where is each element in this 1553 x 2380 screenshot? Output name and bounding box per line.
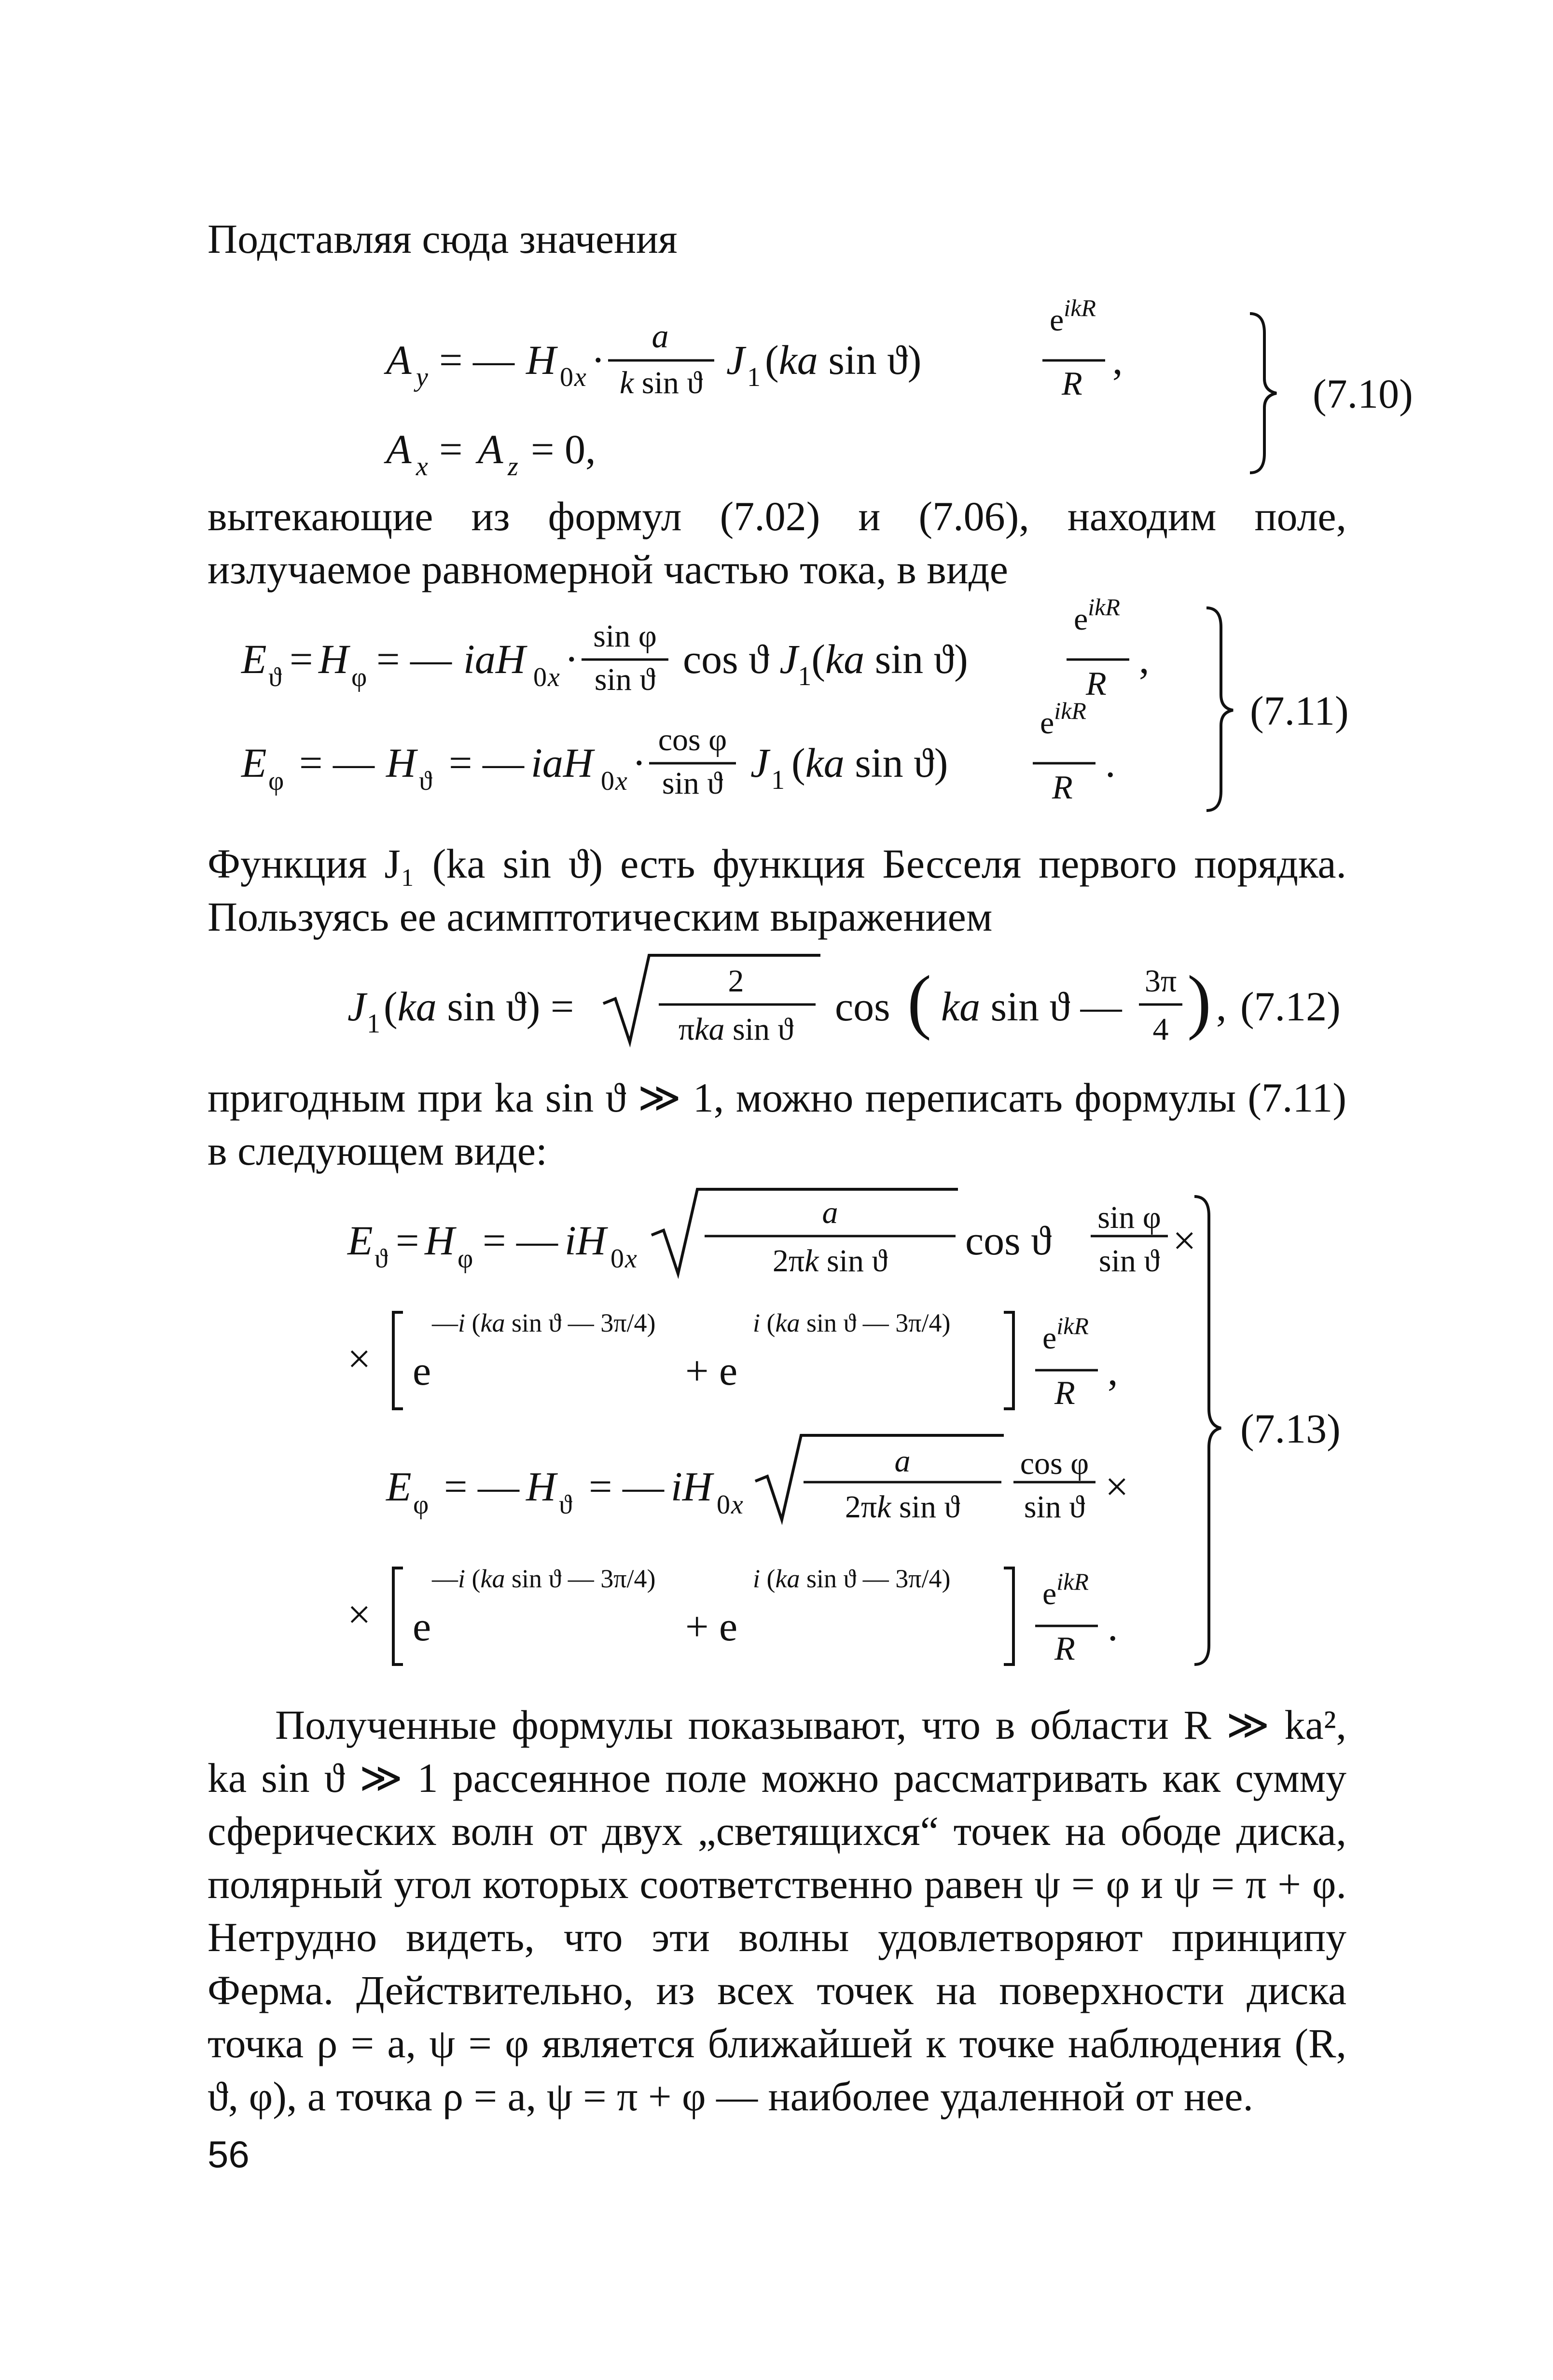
svg-text:iH: iH <box>671 1463 712 1510</box>
svg-text:i (ka sin ϑ — 3π/4): i (ka sin ϑ — 3π/4) <box>753 1308 951 1337</box>
svg-text:,: , <box>1112 337 1123 383</box>
equation-7-10 <box>0 270 1553 482</box>
svg-text:= —: = — <box>439 337 515 383</box>
svg-text:ka sin ϑ —: ka sin ϑ — <box>941 983 1122 1030</box>
svg-text:x: x <box>625 1244 637 1274</box>
svg-text:R: R <box>1052 769 1073 806</box>
svg-text:a: a <box>894 1444 911 1479</box>
svg-text:+ e: + e <box>685 1348 738 1394</box>
svg-text:A: A <box>386 337 412 383</box>
svg-text:cos: cos <box>835 983 890 1030</box>
svg-text:2: 2 <box>728 963 744 999</box>
svg-text:eikR: $e^{ikR}$ <box>1042 1312 1089 1356</box>
svg-text:= —: = — <box>444 1463 520 1510</box>
svg-text:= —: = — <box>483 1217 558 1264</box>
svg-text:H: H <box>425 1217 455 1264</box>
svg-text:,: , <box>1216 983 1227 1030</box>
svg-text:(ka sin ϑ): (ka sin ϑ) <box>765 337 922 383</box>
svg-text:+ e: + e <box>685 1603 738 1650</box>
svg-text:—i (ka sin ϑ — 3π/4): —i (ka sin ϑ — 3π/4) <box>432 1564 656 1593</box>
svg-text:φ: φ <box>268 766 284 796</box>
svg-text:×: × <box>1173 1217 1196 1264</box>
svg-text:E: E <box>386 1463 412 1510</box>
svg-text:sin ϑ: sin ϑ <box>594 662 656 697</box>
svg-text:J: J <box>347 983 366 1030</box>
svg-text:1: 1 <box>771 765 785 795</box>
svg-text:φ: φ <box>351 662 367 692</box>
svg-text:R: R <box>1054 1630 1075 1667</box>
svg-text:0: 0 <box>601 766 614 796</box>
svg-text:J: J <box>726 337 745 383</box>
paragraph-4: пригодным при ka sin ϑ ≫ 1, можно переписать формулы (7.11) в следующем виде: <box>208 1074 1346 1174</box>
eq-number-7-10: (7.10) <box>1313 371 1413 417</box>
svg-text:E: E <box>241 636 267 682</box>
svg-text:iaH: iaH <box>531 740 593 786</box>
svg-text:= —: = — <box>299 740 375 786</box>
paragraph-3: Функция J₁ (ka sin ϑ) есть функция Бесселя первого порядка. Пользуясь ее асимптотическим выражением <box>208 840 1346 940</box>
svg-text:eikR: $e^{ikR}$ <box>1050 294 1096 338</box>
paragraph-2: вытекающие из формул (7.02) и (7.06), находим поле, излучаемое равномерной частью тока, в виде <box>208 493 1346 592</box>
svg-text:sin φ: sin φ <box>593 619 657 654</box>
svg-text:×: × <box>1105 1463 1129 1510</box>
svg-text:—i (ka sin ϑ — 3π/4): —i (ka sin ϑ — 3π/4) <box>432 1308 656 1337</box>
svg-text:=: = <box>439 426 463 472</box>
svg-text:eikR: $e^{ikR}$ <box>1040 697 1086 741</box>
svg-text:R: R <box>1054 1375 1075 1412</box>
svg-text:sin ϑ: sin ϑ <box>662 766 723 801</box>
svg-text:·: · <box>565 636 579 682</box>
svg-text:0: 0 <box>560 362 573 392</box>
svg-text:.: . <box>1108 1603 1118 1650</box>
svg-text:H: H <box>319 636 349 682</box>
svg-text:,: , <box>1108 1348 1118 1394</box>
svg-text:H: H <box>526 1463 556 1510</box>
svg-text:= —: = — <box>376 636 452 682</box>
svg-text:×: × <box>347 1591 371 1637</box>
svg-text:cos φ: cos φ <box>1020 1446 1089 1481</box>
svg-text:0: 0 <box>717 1490 730 1520</box>
svg-text:sin φ: sin φ <box>1097 1200 1161 1235</box>
eq-number-7-11: (7.11) <box>1250 688 1349 734</box>
svg-text:sin ϑ: sin ϑ <box>1024 1489 1085 1525</box>
svg-text:x: x <box>548 662 560 692</box>
svg-text:cos ϑ: cos ϑ <box>965 1217 1052 1264</box>
svg-text:=: = <box>396 1217 419 1264</box>
svg-text:4: 4 <box>1152 1012 1169 1047</box>
svg-text:R: R <box>1062 365 1082 402</box>
svg-text:2πk sin ϑ: 2πk sin ϑ <box>772 1243 888 1279</box>
paragraph-5: Полученные формулы показывают, что в области R ≫ ka², ka sin ϑ ≫ 1 рассеянное поле можно рассматривать как сумму сферических волн от двух „светящихся“ точек на ободе диска, полярный угол которых соответственно равен ψ = φ и ψ = π + φ. Нетрудно видеть, что эти волны удовлетворяют принципу Ферма. Действительно, из всех точек на поверхности диска точка ρ = a, ψ = φ является ближайшей к точке наблюдения (R, ϑ, φ), а точка ρ = a, ψ = π + φ — наиболее удаленной от нее. <box>208 1702 1346 2119</box>
svg-text:H: H <box>386 740 416 786</box>
svg-text:x: x <box>731 1490 743 1520</box>
svg-text:3π: 3π <box>1144 963 1177 999</box>
svg-text:(ka sin ϑ) =: (ka sin ϑ) = <box>384 983 574 1030</box>
svg-text:iaH: iaH <box>463 636 526 682</box>
intro-line: Подставляя сюда значения <box>208 216 678 262</box>
svg-text:1: 1 <box>747 362 761 392</box>
svg-text:x: x <box>615 766 627 796</box>
svg-text:E: E <box>347 1217 373 1264</box>
equation-7-13 <box>0 1182 1553 1684</box>
svg-text:= —: = — <box>449 740 525 786</box>
svg-text:= —: = — <box>589 1463 665 1510</box>
svg-text:H: H <box>526 337 556 383</box>
svg-text:φ: φ <box>413 1490 429 1520</box>
equation-7-11 <box>0 593 1553 820</box>
svg-text:φ: φ <box>458 1244 473 1274</box>
svg-text:πka sin ϑ: πka sin ϑ <box>678 1012 794 1047</box>
svg-text:z: z <box>508 452 518 482</box>
eq-number-7-12: (7.12) <box>1240 983 1341 1030</box>
svg-text:a: a <box>822 1195 838 1230</box>
svg-text:eikR: $e^{ikR}$ <box>1074 593 1120 637</box>
svg-text:x: x <box>416 452 428 482</box>
svg-text:1: 1 <box>367 1009 380 1039</box>
svg-text:e: e <box>413 1603 431 1650</box>
svg-text:ϑ: ϑ <box>374 1244 388 1274</box>
svg-text:eikR: $e^{ikR}$ <box>1042 1568 1089 1611</box>
svg-text:E: E <box>241 740 267 786</box>
svg-text:(ka sin ϑ): (ka sin ϑ) <box>791 740 948 786</box>
svg-text:=: = <box>290 636 313 682</box>
svg-text:ϑ: ϑ <box>419 766 432 796</box>
svg-text:): ) <box>1187 961 1211 1041</box>
svg-text:k sin ϑ: k sin ϑ <box>620 365 703 400</box>
svg-text:y: y <box>416 362 428 392</box>
svg-text:ϑ: ϑ <box>268 662 282 692</box>
svg-text:.: . <box>1105 740 1116 786</box>
svg-text:A: A <box>386 426 412 472</box>
svg-text:(: ( <box>907 961 931 1041</box>
equation-7-12 <box>0 946 1553 1066</box>
svg-text:a: a <box>652 318 669 355</box>
svg-text:x: x <box>574 362 586 392</box>
svg-text:iH: iH <box>565 1217 606 1264</box>
eq-number-7-13: (7.13) <box>1240 1405 1341 1452</box>
svg-text:i (ka sin ϑ — 3π/4): i (ka sin ϑ — 3π/4) <box>753 1564 951 1593</box>
svg-text:0: 0 <box>533 662 547 692</box>
svg-text:e: e <box>413 1348 431 1394</box>
svg-text:cos φ: cos φ <box>658 722 727 757</box>
svg-text:·: · <box>591 337 605 383</box>
svg-text:R: R <box>1086 665 1107 702</box>
svg-text:cos ϑ J1(ka sin ϑ): cos ϑ $J_1(ka$ sin ϑ) <box>683 636 968 691</box>
svg-text:×: × <box>347 1335 371 1382</box>
svg-text:2πk sin ϑ: 2πk sin ϑ <box>845 1489 960 1525</box>
svg-text:·: · <box>632 740 646 786</box>
svg-text:,: , <box>1139 636 1150 682</box>
svg-text:= 0,: = 0, <box>531 426 596 472</box>
svg-text:A: A <box>478 426 503 472</box>
svg-text:sin ϑ: sin ϑ <box>1098 1243 1160 1279</box>
svg-text:ϑ: ϑ <box>559 1490 572 1520</box>
svg-text:0: 0 <box>610 1244 624 1274</box>
svg-text:J: J <box>750 740 769 786</box>
page-number: 56 <box>208 2133 250 2175</box>
